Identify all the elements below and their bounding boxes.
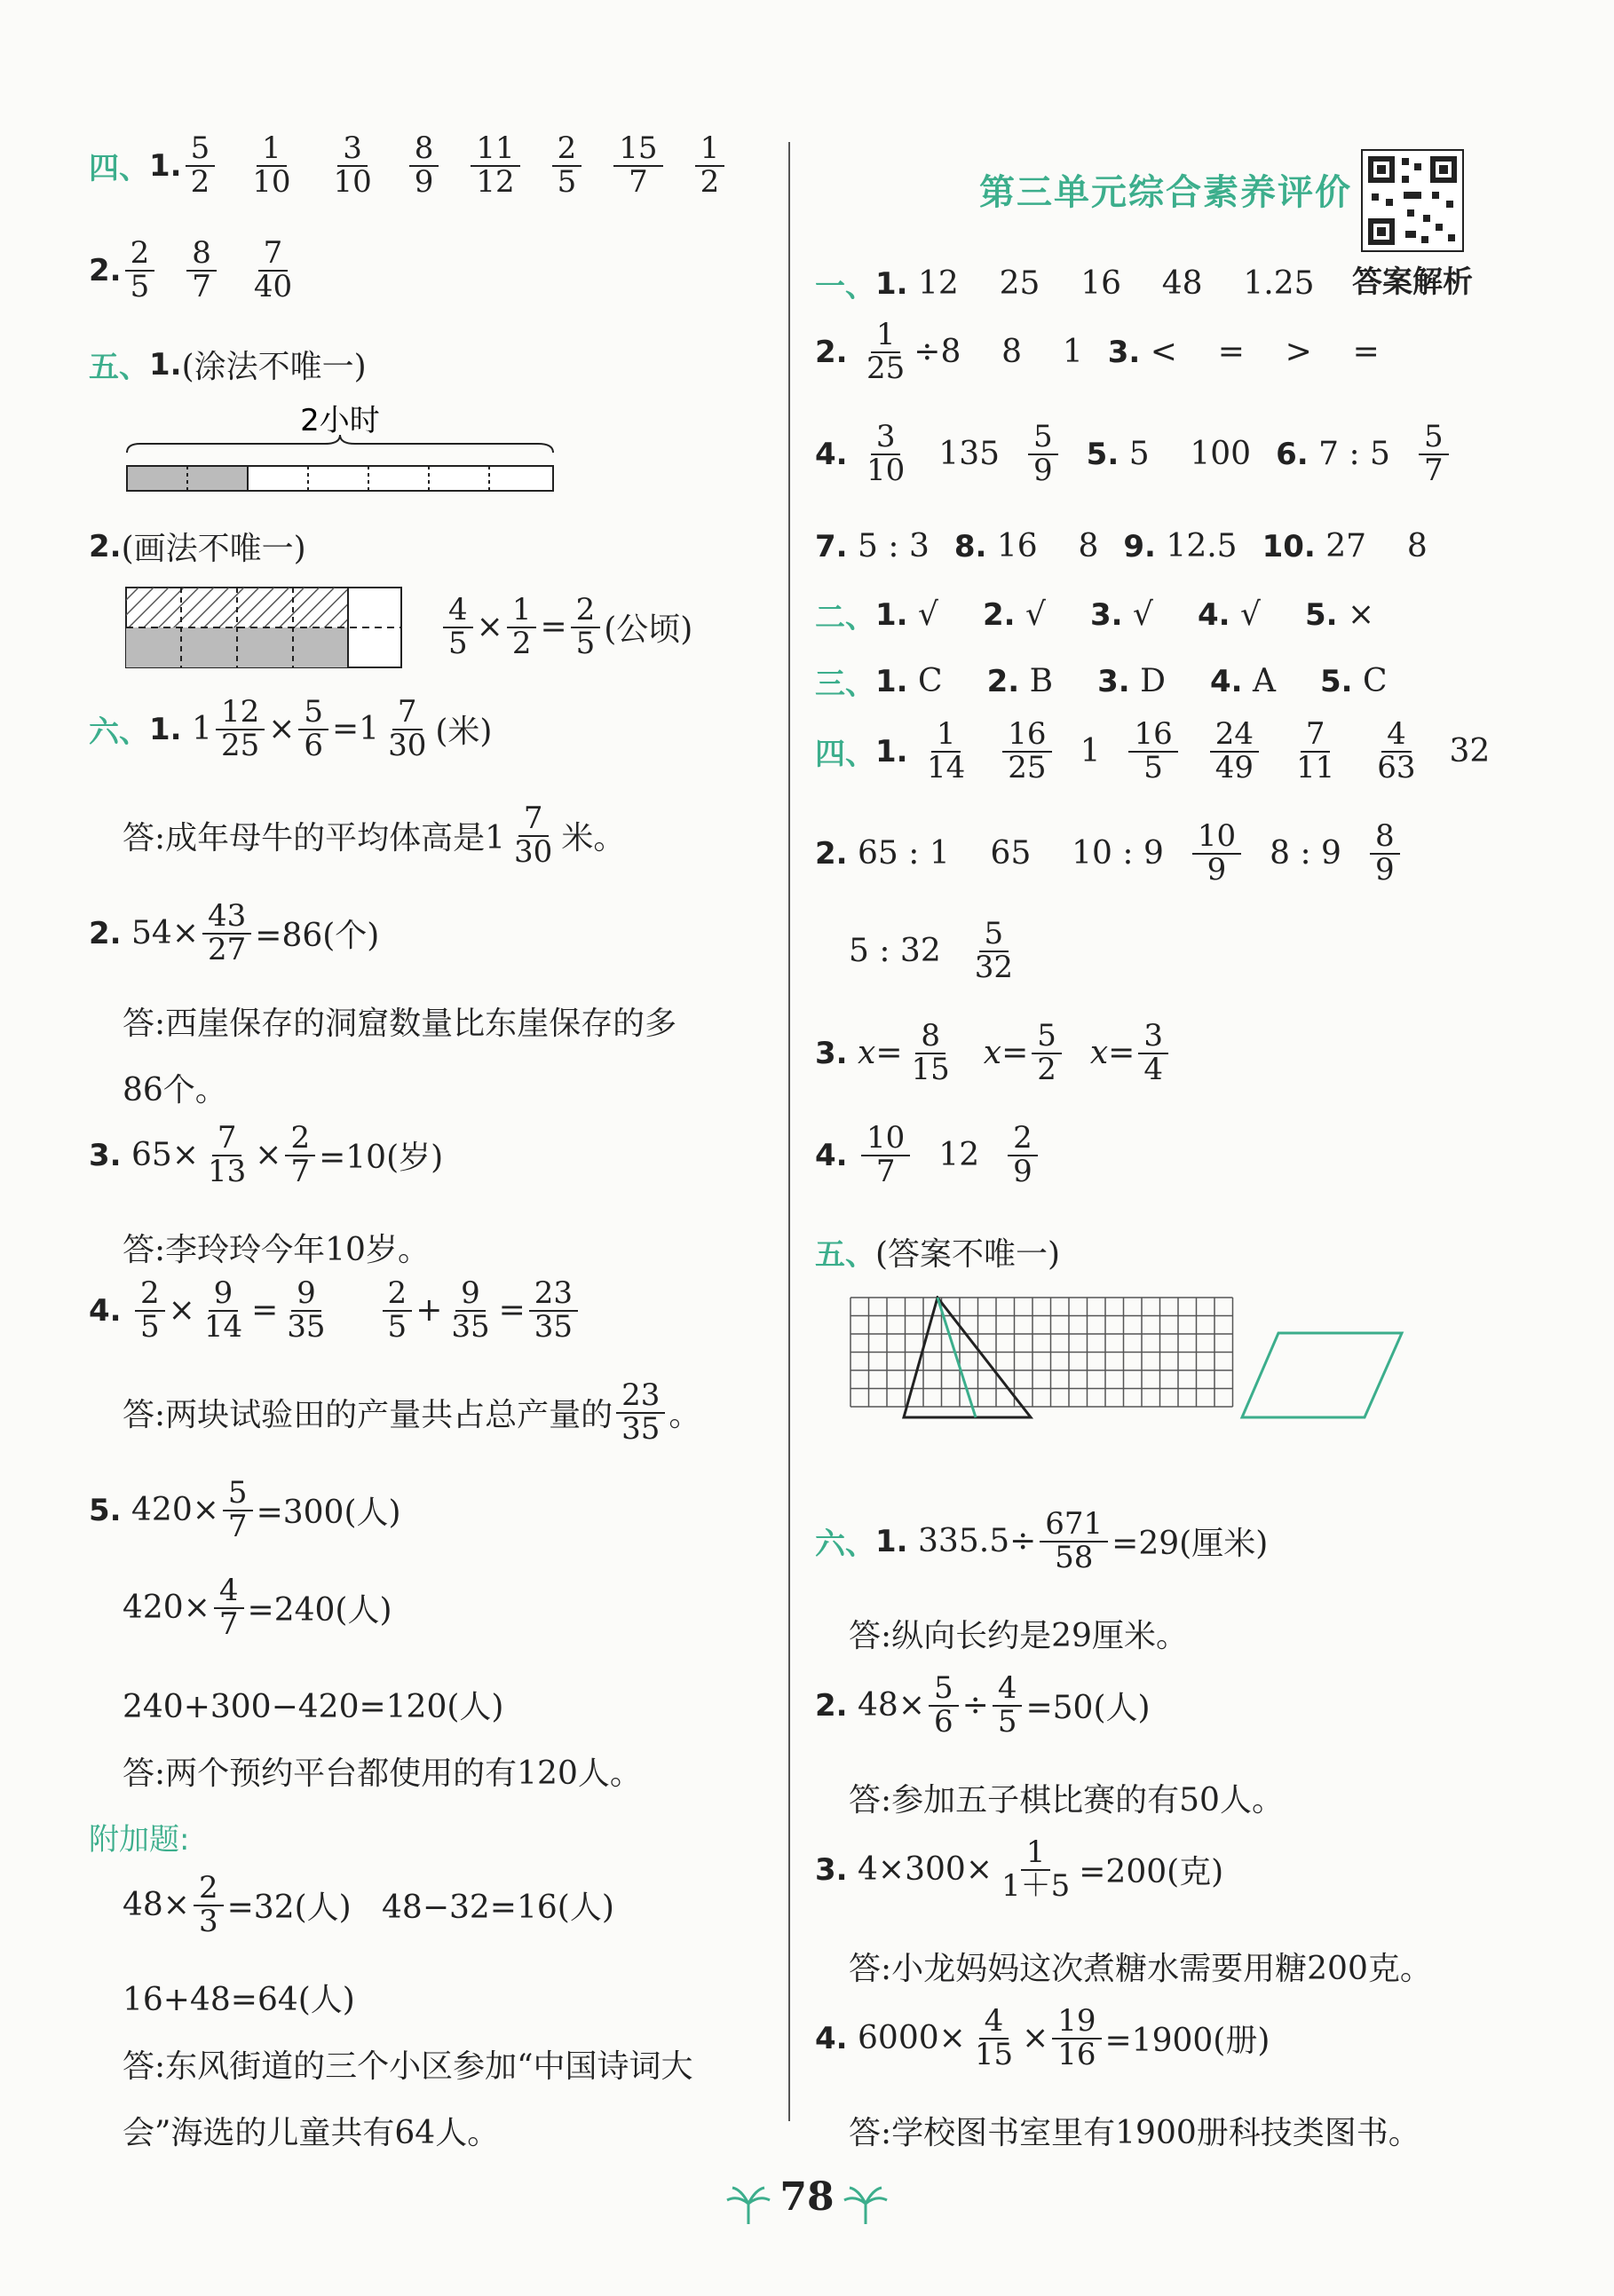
- question-number: 1.: [875, 733, 908, 769]
- qr-code[interactable]: [1361, 149, 1464, 252]
- r-s1-q7-row: 7. 5 : 3 8. 16 8 9. 12.5 10. 27 8: [815, 528, 1428, 564]
- r-s4-q2-row: 2. 65 : 1 65 10 : 9 10 9 8 : 9 8 9: [815, 821, 1404, 886]
- page-number: 78: [779, 2174, 835, 2220]
- r-s6-q2-answer: 答:参加五子棋比赛的有50人。: [849, 1782, 1284, 1819]
- question-number: 2.: [89, 915, 122, 951]
- extra-answer: 答:东风街道的三个小区参加“中国诗词大: [123, 2048, 693, 2085]
- r-s1-q2-row: 2. $\frac{1}{25}$ ÷8 8 1 3. < = > =: [815, 317, 1380, 386]
- section-label: 四、: [815, 737, 875, 773]
- question-number: 2.: [815, 835, 848, 872]
- question-number: 1.: [149, 346, 182, 383]
- question-number: 2.: [815, 334, 848, 370]
- extra-line1: 48× $\frac{2}{3}$ =32(人) 48−32=16(人): [123, 1870, 614, 1939]
- r-s3-row: 三、 1. C 2. B 3. D 4. A 5. C: [815, 659, 1388, 703]
- fraction: 1 2: [695, 133, 725, 198]
- note-text: (涂法不唯一): [181, 349, 367, 385]
- fraction: 2 5: [125, 238, 155, 303]
- s5-q1-row: [89, 342, 367, 387]
- note-text: (画法不唯一): [121, 531, 306, 567]
- fraction: 3 10: [333, 130, 372, 200]
- time-bar-diagram: [123, 404, 584, 501]
- question-number: 3.: [89, 1137, 122, 1173]
- question-number: 1.: [149, 711, 182, 747]
- r-s6-q4-row: 4. 6000× $\frac{4}{15}$ × $\frac{19}{16}$ =1900(册): [815, 2003, 1270, 2072]
- section-label: 六、: [815, 1527, 875, 1563]
- section-label: 三、: [815, 667, 875, 702]
- s6-q5-line3: 240+300−420=120(人): [123, 1689, 504, 1725]
- r-s6-q1-answer: 答:纵向长约是29厘米。: [849, 1618, 1188, 1654]
- section-label: 二、: [815, 600, 875, 635]
- question-number: 1.: [875, 265, 908, 302]
- question-number: 2.: [89, 528, 122, 564]
- extra-label-row: [89, 1815, 189, 1858]
- brace: [127, 435, 553, 453]
- r-s4-q4-row: 4. 10 7 12 2 9: [815, 1123, 1041, 1187]
- column-divider: [788, 142, 790, 2121]
- r-s6-q2-row: 2. 48× $\frac{5}{6}$ ÷ $\frac{4}{5}$ =50(人): [815, 1670, 1151, 1740]
- s4-q1-row: [89, 130, 728, 200]
- palm-right-icon: [839, 2184, 892, 2229]
- page-footer: [0, 2174, 1614, 2229]
- question-number: 3.: [815, 1851, 848, 1888]
- fraction: 15 7: [613, 133, 662, 198]
- question-number: 4.: [815, 2020, 848, 2056]
- extra-label: 附加题:: [89, 1822, 190, 1858]
- r-s4-q1-row: 四、 1. 1 14 16 25 1 16 5 24 49 7 11 4 63 32: [815, 716, 1491, 785]
- fraction: 8 9: [409, 133, 439, 198]
- section-label: 四、: [89, 151, 149, 187]
- r-s5-row: [815, 1229, 1060, 1274]
- r-s4-q2-cont: 5 : 32 5 32: [849, 916, 1013, 985]
- r-s2-row: 二、 1. √ 2. √ 3. √ 4. √ 5. ×: [815, 593, 1374, 636]
- rect-formula: $\frac{4}{5}$ × $\frac{1}{2}$ = $\frac{2}{5}$ (公顷): [439, 595, 692, 659]
- fraction: 1 10: [252, 130, 291, 200]
- question-number: 1.: [149, 147, 182, 184]
- s6-q2-answer: 答:西崖保存的洞窟数量比东崖保存的多: [123, 1006, 677, 1042]
- question-number: 5.: [89, 1492, 122, 1528]
- qr-code-icon: [1363, 151, 1462, 250]
- section-label: 五、: [89, 350, 149, 385]
- question-number: 4.: [815, 1137, 848, 1173]
- s6-q5-answer: 答:两个预约平台都使用的有120人。: [123, 1756, 642, 1792]
- fraction: 11 12: [471, 133, 519, 198]
- rectangle-diagram: [124, 586, 408, 675]
- s6-q5-row: 5. 420× $\frac{5}{7}$ =300(人): [89, 1475, 401, 1544]
- grid-diagram: [849, 1296, 1488, 1473]
- s4-q2-row: [89, 235, 301, 304]
- note-text: (答案不唯一): [875, 1236, 1061, 1273]
- r-s1-q4-row: 4. 3 10 135 5 9 5. 5 100 6. 7 : 5 5 7: [815, 422, 1452, 486]
- extra-line2: 16+48=64(人): [123, 1982, 355, 2018]
- r-s1-q1-row: 一、 1. 12 25 16 48 1.25: [815, 262, 1315, 305]
- s6-q2-row: 2. 54× $\frac{43}{27}$ =86(个): [89, 898, 380, 967]
- question-number: 2.: [89, 252, 122, 288]
- fraction: 2 5: [552, 133, 582, 198]
- unit-title: 第三单元综合素养评价: [979, 172, 1352, 213]
- s6-q3-answer: 答:李玲玲今年10岁。: [123, 1232, 430, 1268]
- s6-q5-line2: 420× $\frac{4}{7}$ =240(人): [123, 1573, 392, 1642]
- fraction: 8 7: [186, 238, 217, 303]
- fraction: 7 40: [253, 235, 293, 304]
- section-label: 一、: [815, 269, 875, 304]
- extra-answer-cont: 会”海选的儿童共有64人。: [123, 2115, 500, 2151]
- section-label: 六、: [89, 714, 149, 751]
- question-number: 1.: [875, 1523, 908, 1559]
- r-s6-q3-row: 3. 4×300× $\frac{1}{1+5}$ =200(克): [815, 1834, 1224, 1904]
- bar-shaded: [127, 466, 248, 491]
- s6-q4-answer: 答:两块试验田的产量共占总产量的 23 35 。: [123, 1377, 701, 1447]
- r-s4-q3-row: 3. x= $\frac{8}{15}$ x= $\frac{5}{2}$ x= $\frac{3}{4}$: [815, 1021, 1172, 1085]
- fraction: 5 2: [186, 133, 216, 198]
- question-number: 3.: [1107, 334, 1141, 370]
- s6-q3-row: 3. 65× $\frac{7}{13}$ × $\frac{2}{7}$ =10(岁): [89, 1120, 444, 1189]
- question-number: 4.: [815, 436, 848, 472]
- question-number: 2.: [815, 1687, 848, 1724]
- r-s6-q4-answer: 答:学校图书室里有1900册科技类图书。: [849, 2115, 1420, 2151]
- s6-q2-answer-cont: 86个。: [123, 1072, 227, 1109]
- bar-label: 2小时: [300, 404, 380, 438]
- question-number: 4.: [89, 1292, 122, 1329]
- qr-label: 答案解析: [1352, 264, 1473, 300]
- section-label: 五、: [815, 1237, 875, 1273]
- r-s6-q3-answer: 答:小龙妈妈这次煮糖水需要用糖200克。: [849, 1951, 1432, 1987]
- palm-left-icon: [722, 2184, 775, 2229]
- s5-q2-row: [89, 524, 306, 569]
- parallelogram-green: [1242, 1333, 1402, 1417]
- r-s6-q1-row: 六、 1. 335.5÷ $\frac{671}{58}$ =29(厘米): [815, 1506, 1269, 1575]
- s6-q1-row: 六、 1. 1 $\frac{12}{25}$ × $\frac{5}{6}$ =1 7 30 (米): [89, 694, 493, 763]
- question-number: 3.: [815, 1035, 848, 1071]
- s6-q4-row: 4. $\frac{2}{5}$ × $\frac{9}{14}$ = $\frac{9}{35}$ 2 5 + $\frac{9}{35}$ = $\frac{23}{35}$: [89, 1278, 582, 1343]
- s6-q1-answer: 答:成年母牛的平均体高是1 7 30 米。: [123, 801, 626, 870]
